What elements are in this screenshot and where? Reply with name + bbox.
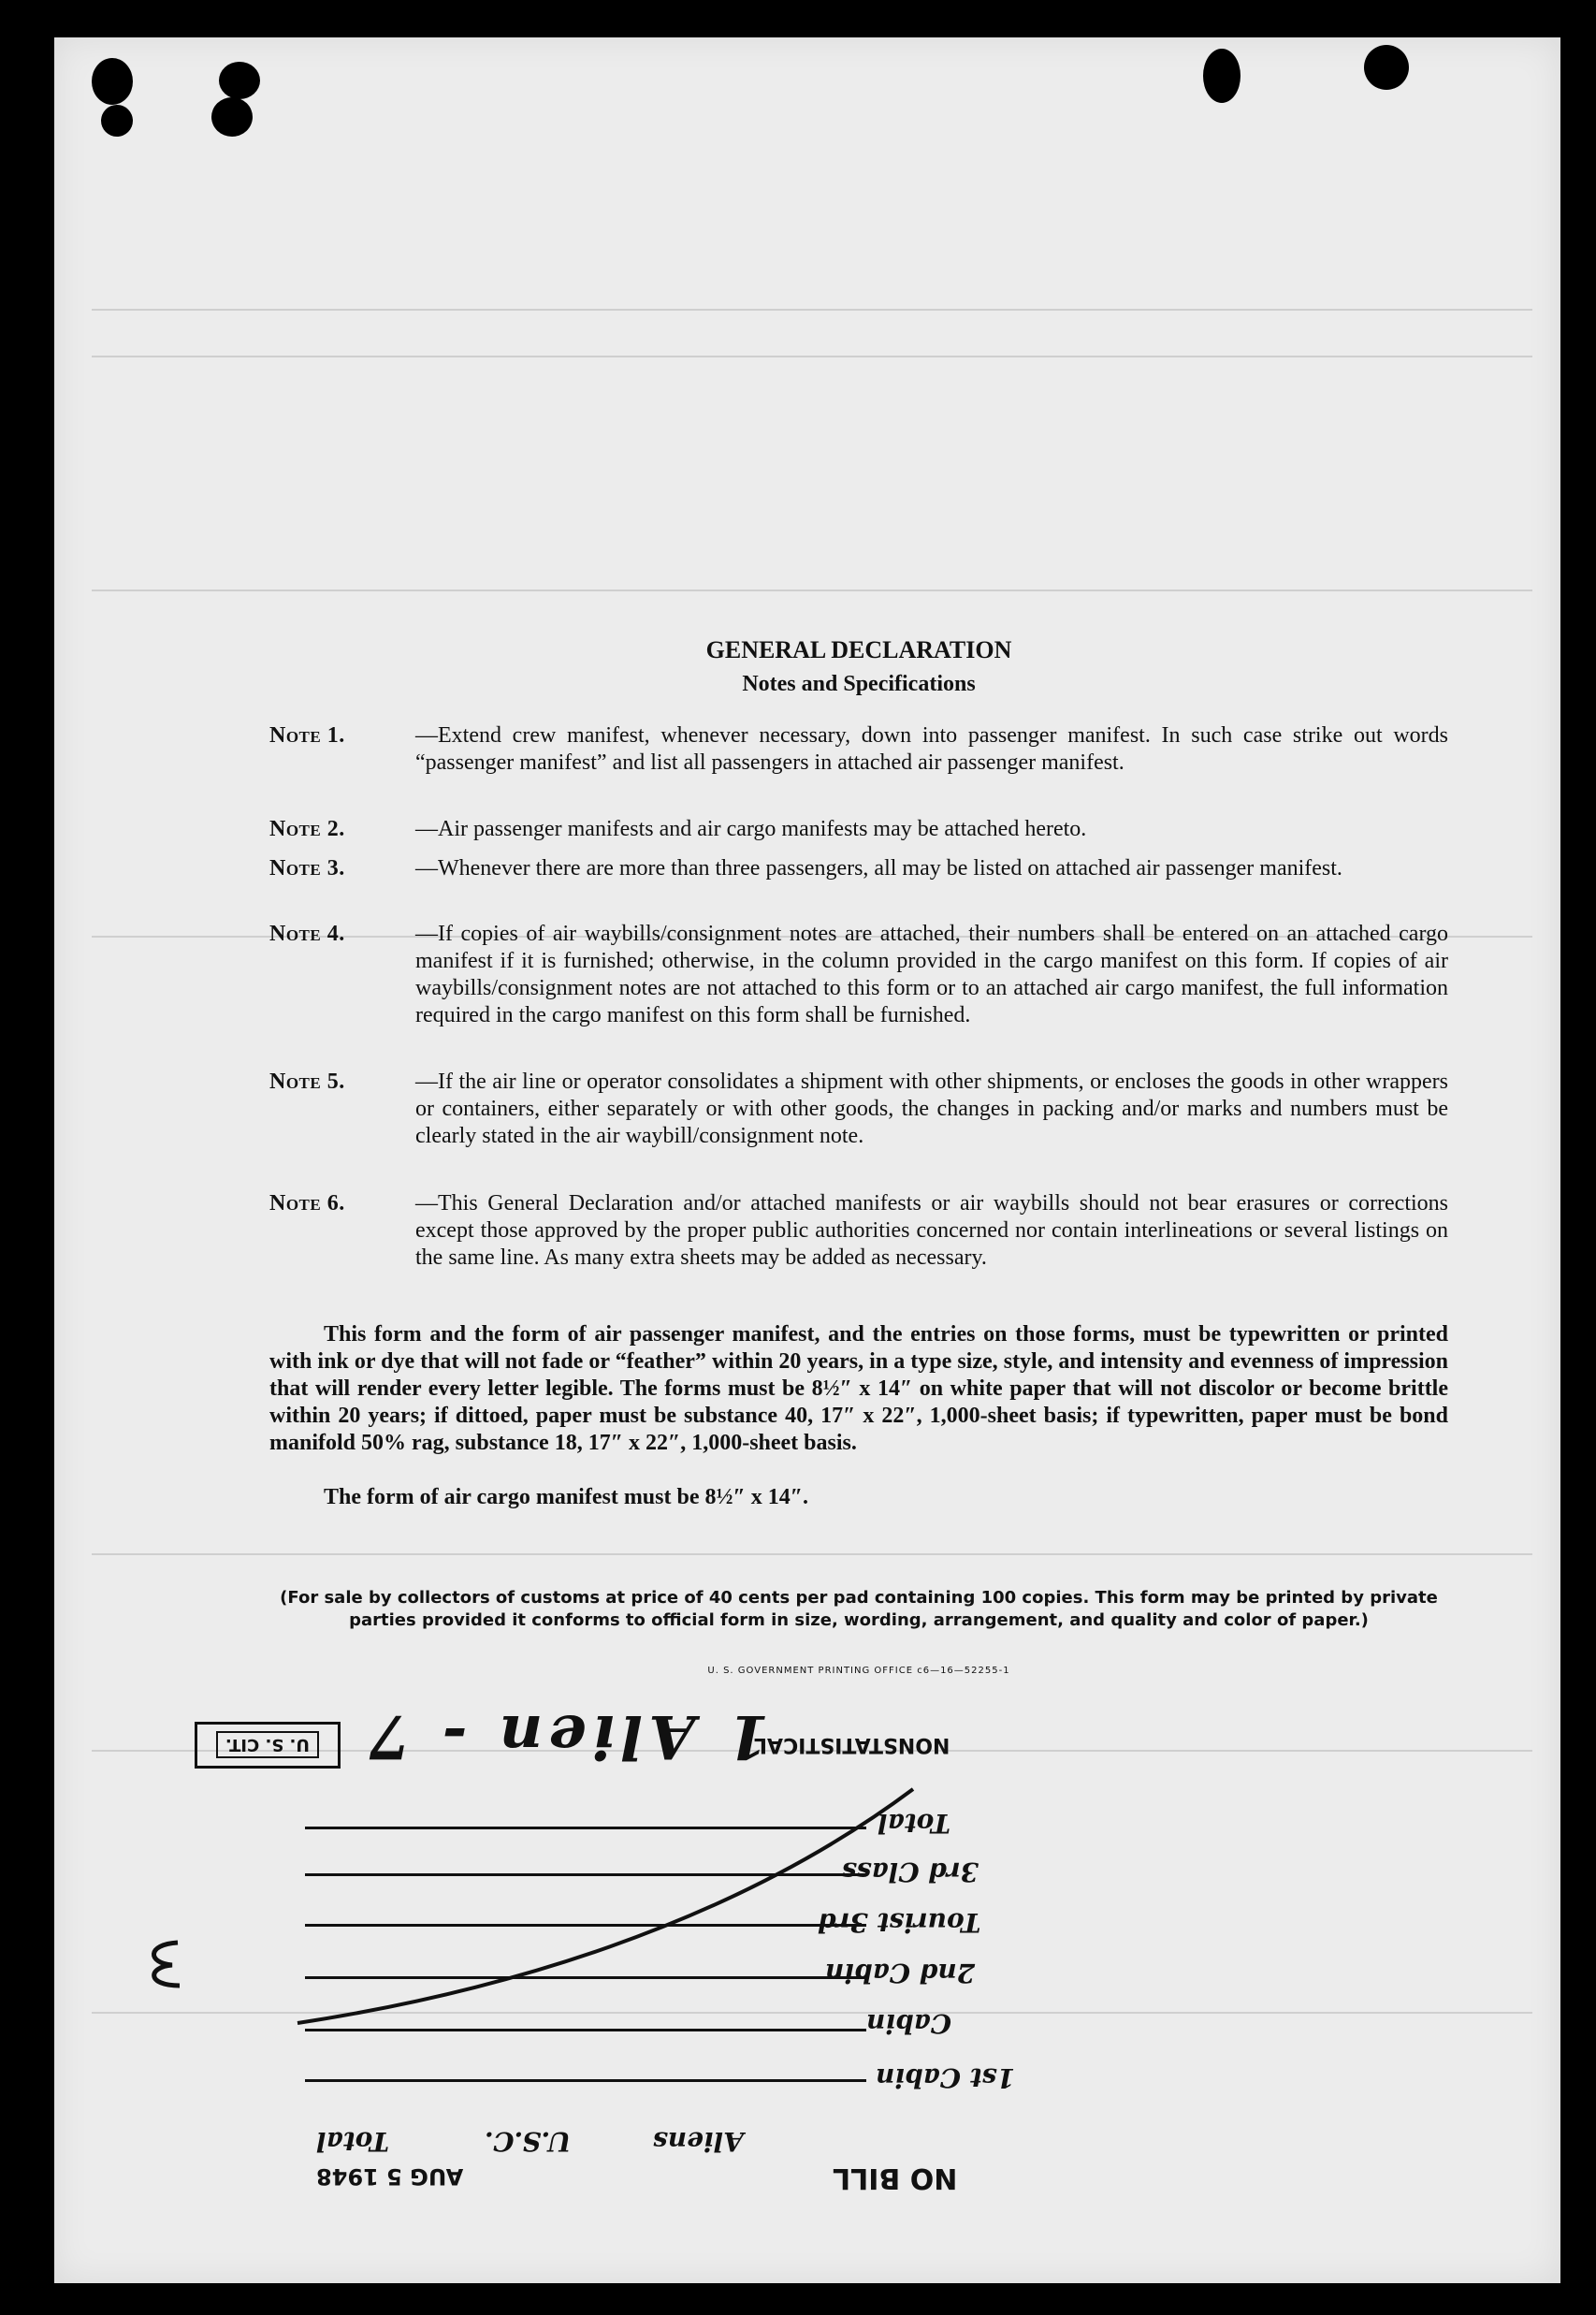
note-5 [269,1069,1448,1150]
punch-hole [92,58,133,105]
note-label: Note 6. [269,1191,345,1216]
page-title: GENERAL DECLARATION [705,636,1012,663]
note-2 [269,816,1448,843]
note-label: Note 3. [269,856,345,881]
column-header-total: Total [316,2126,390,2157]
sale-notice: (For sale by collectors of customs at price of 40 cents per pad containing 100 copies. This form may be printed by private parties provided it conforms to official form in size, wording, arrangement, and quality and color of paper.) [280,1588,1438,1630]
table-row-label: Cabin [866,2008,951,2039]
specification-paragraph: This form and the form of air passenger manifest, and the entries on those forms, must be typewritten or printed with ink or dye that will not fade or “feather” within 20 years, in a type size, style, and intensity and evenness of impression that will render every letter legible. The forms must be 8½″ x 14″ on white paper that will not discolor or become brittle within 20 years; if dittoed, paper must be substance 40, 17″ x 22″, 1,000-sheet basis; if typewritten, paper must be bond manifold 50% rag, substance 18, 17″ x 22″, 1,000-sheet basis. [269,1322,1448,1455]
punch-hole [211,97,253,137]
punch-hole [219,62,260,99]
note-label: Note 1. [269,723,345,748]
note-label: Note 4. [269,922,345,946]
table-row-label: 1st Cabin [876,2062,1015,2093]
handwritten-count: 1 Alien - 7 [363,1701,769,1771]
note-text: —If the air line or operator consolidates a shipment with other shipments, or encloses the goods in other wrappers or containers, either separately or with other goods, the changes in packing and/or marks and numbers must be clearly stated in the air waybill/consignment note. [415,1070,1448,1148]
note-label: Note 2. [269,817,345,841]
note-label: Note 5. [269,1070,345,1094]
punch-hole [101,105,133,137]
us-cit-text: U. S. CIT. [216,1732,319,1759]
table-rule [305,2079,866,2082]
note-4 [269,921,1448,1029]
us-cit-stamp [195,1722,341,1769]
table-row-label: Total [878,1808,951,1839]
date-stamp: AUG 5 1948 [316,2163,464,2190]
note-text: —Whenever there are more than three passengers, all may be listed on attached air passenger manifest. [415,856,1342,881]
note-3 [269,855,1448,882]
cargo-size-line: The form of air cargo manifest must be 8½″ x 14″. [324,1485,808,1509]
nonstatistical-stamp: NONSTATISTICAL [754,1733,950,1756]
note-text: —This General Declaration and/or attached manifests or air waybills should not bear erasures or corrections except those approved by the proper public authorities concerned nor contain interlineations or several listings on the same line. As many extra sheets may be added as necessary. [415,1191,1448,1270]
diagonal-strike-line [288,1778,924,2031]
printer-line: U. S. GOVERNMENT PRINTING OFFICE c6—16—52255-1 [707,1666,1010,1676]
no-bill-stamp: NO BILL [833,2162,958,2194]
note-text: —Air passenger manifests and air cargo manifests may be attached hereto. [415,817,1087,841]
column-header-aliens: Aliens [653,2126,744,2157]
column-header-usc: U.S.C. [485,2126,572,2157]
table-row-label: Tourist 3rd [818,1907,981,1938]
note-text: —If copies of air waybills/consignment notes are attached, their numbers shall be entered on an attached cargo manifest if it is furnished; otherwise, in the column provided in the cargo manifest on this form. If copies of air waybills/consignment notes are not attached to this form or to an attached air cargo manifest, the full information required in the cargo manifest on this form shall be furnished. [415,922,1448,1027]
note-6 [269,1190,1448,1272]
page-subtitle: Notes and Specifications [742,672,976,696]
note-1 [269,722,1448,777]
handwritten-mark [138,1935,195,1991]
note-text: —Extend crew manifest, whenever necessary, down into passenger manifest. In such case strike out words “passenger manifest” and list all passengers in attached air passenger manifest. [415,723,1448,775]
table-row-label: 2nd Cabin [825,1958,976,1988]
document-page [54,37,1560,2283]
table-row-label: 3rd Class [842,1856,979,1887]
